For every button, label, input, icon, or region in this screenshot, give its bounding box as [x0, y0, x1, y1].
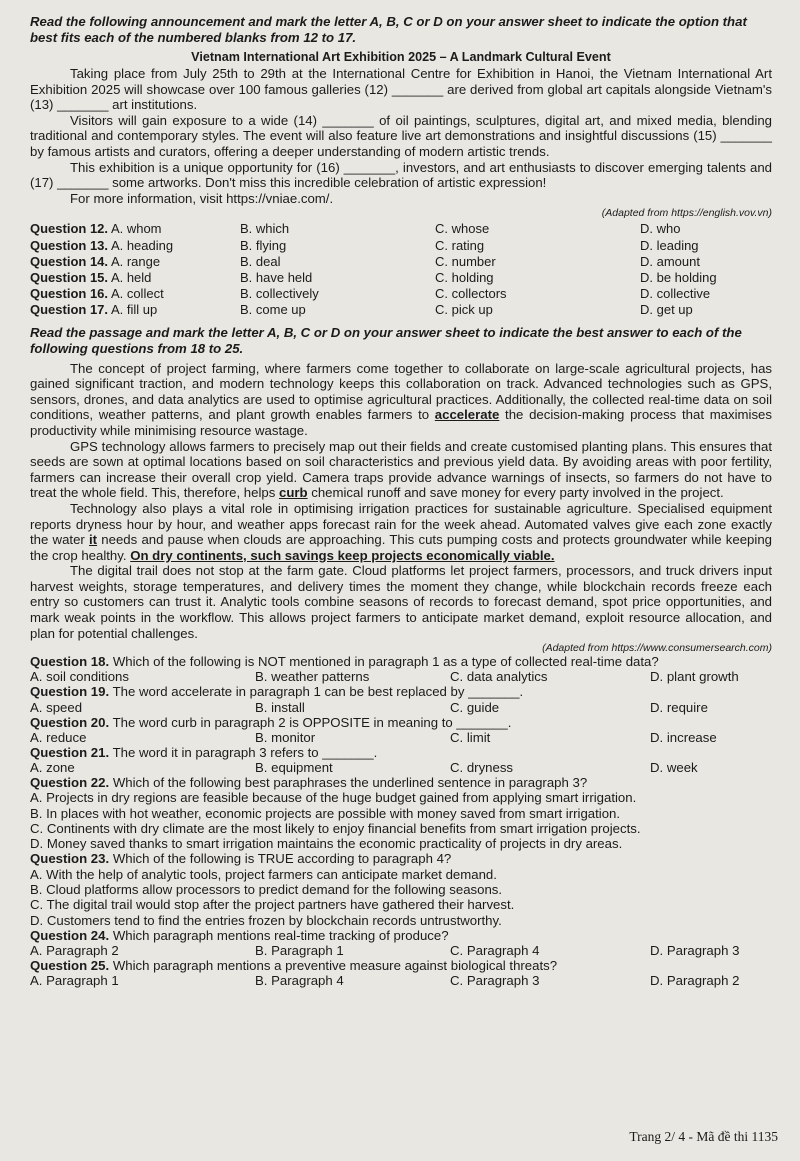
- q13-option-d[interactable]: D. leading: [640, 237, 699, 253]
- page-footer: Trang 2/ 4 - Mã đề thi 1135: [629, 1129, 778, 1144]
- q22-stem: Question 22. Which of the following best paraphrases the underlined sentence in paragraph 3?: [30, 775, 588, 791]
- q22-option-c[interactable]: C. Continents with dry climate are the most likely to enjoy financial benefits from smart irrigation projects.: [30, 820, 641, 836]
- q13-label-a: Question 13. A. heading: [30, 237, 174, 253]
- word-accelerate: accelerate: [434, 407, 500, 423]
- q19-stem: Question 19. The word accelerate in paragraph 1 can be best replaced by _______.: [30, 684, 524, 700]
- q19-option-c[interactable]: C. guide: [450, 699, 500, 715]
- word-it: it: [89, 532, 98, 548]
- q16-option-c[interactable]: C. collectors: [435, 286, 507, 302]
- word-curb: curb: [279, 485, 308, 501]
- q24-stem: Question 24. Which paragraph mentions real-time tracking of produce?: [30, 927, 449, 943]
- q23-option-c[interactable]: C. The digital trail would stop after the project partners have gathered their harvest.: [30, 897, 515, 913]
- q18-option-c[interactable]: C. data analytics: [450, 669, 548, 685]
- q21-options: [30, 760, 772, 775]
- questions-12-17: [30, 221, 772, 318]
- announcement-title: Vietnam International Art Exhibition 2025 – A Landmark Cultural Event: [191, 50, 611, 64]
- q14-option-b[interactable]: B. deal: [240, 253, 281, 269]
- q17-option-a[interactable]: A. fill up: [110, 302, 158, 318]
- q17-option-c[interactable]: C. pick up: [435, 302, 493, 318]
- q15-option-c[interactable]: C. holding: [435, 269, 494, 285]
- q19-options: [30, 700, 772, 715]
- q23-option-a[interactable]: A. With the help of analytic tools, project farmers can anticipate market demand.: [30, 866, 497, 882]
- q24-options: [30, 943, 772, 958]
- q14-option-d[interactable]: D. amount: [640, 253, 700, 269]
- q25-option-d[interactable]: D. Paragraph 2: [650, 973, 740, 989]
- q18-option-d[interactable]: D. plant growth: [650, 669, 739, 685]
- q13-option-a[interactable]: A. heading: [110, 237, 174, 253]
- q23-option-b[interactable]: B. Cloud platforms allow processors to predict demand for the following seasons.: [30, 881, 503, 897]
- q14-label-a: Question 14. A. range: [30, 253, 161, 269]
- q12-option-d[interactable]: D. who: [640, 221, 681, 237]
- q25-option-c[interactable]: C. Paragraph 3: [450, 973, 540, 989]
- q21-option-d[interactable]: D. week: [650, 760, 698, 776]
- announcement-paragraph-1: Taking place from July 25th to 29th at the International Centre for Exhibition in Hanoi, the Vietnam International Art Exhibition 2025 will showcase over 100 famous galleries (12) _______ are derived from global art capitals alongside Vietnam's (13) _______ art institutions.: [30, 66, 772, 113]
- q14-option-a[interactable]: A. range: [110, 253, 161, 269]
- q12-option-a[interactable]: A. whom: [110, 221, 162, 237]
- announcement-paragraph-3: This exhibition is a unique opportunity for (16) _______, investors, and art enthusiasts to discover emerging talents and (17) _______ some artworks. Don't miss this incredible celebration of artistic expression!: [30, 159, 772, 191]
- q17-label-a: Question 17. A. fill up: [30, 302, 158, 318]
- q21-stem: Question 21. The word it in paragraph 3 refers to _______.: [30, 744, 378, 760]
- q24-option-a[interactable]: A. Paragraph 2: [30, 943, 119, 959]
- q12-option-b[interactable]: B. which: [240, 221, 290, 237]
- q16-option-d[interactable]: D. collective: [640, 286, 711, 302]
- passage-paragraph-3: Technology also plays a vital role in optimising irrigation practices for sustainable agriculture. Specialised equipment reports dryness hour by hour, and weather apps forecast rain for the week ahead. Automated valves give each zone exactly the water it needs and pause when clouds are approaching. This cuts pumping costs and protects groundwater while keeping the crop healthy. On dry continents, such savings keep projects economically viable.: [30, 500, 772, 563]
- passage-paragraph-4: The digital trail does not stop at the farm gate. Cloud platforms let project farmers, processors, and truck drivers input harvest weights, storage temperatures, and delivery times the moment they change, while blockchain records freeze each entry so customers can trust it. Analytic tools combine seasons of records to forecast demand, spot price opportunities, and mark weak points in the workflow. This allows project farmers to anticipate market demand, exploit resource allocation, and plan for potential challenges.: [30, 563, 772, 641]
- q18-stem: Question 18. Which of the following is NOT mentioned in paragraph 1 as a type of collected real-time data?: [30, 654, 659, 670]
- passage-paragraph-1: The concept of project farming, where farmers come together to collaborate on large-scale agricultural projects, has gained significant traction, and modern technology keeps this collaboration on track. Advanced technologies such as GPS, sensors, drones, and data analytics are used to optimise agricultural practices. Additionally, the collected real-time data on soil conditions, weather patterns, and plant growth enables farmers to accelerate the decision-making process that maximises productivity while minimising resource wastage.: [30, 360, 772, 438]
- q18-options: [30, 669, 772, 684]
- section2-source: (Adapted from https://www.consumersearch.com): [542, 642, 772, 655]
- q25-option-a[interactable]: A. Paragraph 1: [30, 973, 119, 989]
- q12-option-c[interactable]: C. whose: [435, 221, 490, 237]
- q13-option-b[interactable]: B. flying: [240, 237, 287, 253]
- announcement-paragraph-2: Visitors will gain exposure to a wide (14) _______ of oil paintings, sculptures, digital art, and mixed media, blending traditional and contemporary styles. The event will also feature live art demonstrations and insightful discussions (15) _______ by famous artists and curators, offering a deeper understanding of modern artistic trends.: [30, 112, 772, 159]
- q25-option-b[interactable]: B. Paragraph 4: [255, 973, 344, 989]
- q20-stem: Question 20. The word curb in paragraph 2 is OPPOSITE in meaning to _______.: [30, 714, 512, 730]
- q14-option-c[interactable]: C. number: [435, 253, 496, 269]
- q20-option-c[interactable]: C. limit: [450, 729, 491, 745]
- q16-label-a: Question 16. A. collect: [30, 286, 164, 302]
- q17-option-d[interactable]: D. get up: [640, 302, 693, 318]
- q21-option-b[interactable]: B. equipment: [255, 760, 333, 776]
- q18-option-a[interactable]: A. soil conditions: [30, 669, 129, 685]
- q19-option-a[interactable]: A. speed: [30, 699, 83, 715]
- q20-option-b[interactable]: B. monitor: [255, 729, 316, 745]
- q20-option-d[interactable]: D. increase: [650, 729, 717, 745]
- q22-option-b[interactable]: B. In places with hot weather, economic projects are possible with money saved from smart irrigation.: [30, 805, 621, 821]
- q25-options: [30, 973, 772, 988]
- q15-option-d[interactable]: D. be holding: [640, 269, 717, 285]
- q23-stem: Question 23. Which of the following is TRUE according to paragraph 4?: [30, 851, 452, 867]
- underlined-sentence: On dry continents, such savings keep projects economically viable.: [130, 547, 555, 563]
- q13-option-c[interactable]: C. rating: [435, 237, 485, 253]
- q20-option-a[interactable]: A. reduce: [30, 729, 87, 745]
- section1-source: (Adapted from https://english.vov.vn): [601, 207, 772, 220]
- q15-option-b[interactable]: B. have held: [240, 269, 313, 285]
- q17-option-b[interactable]: B. come up: [240, 302, 306, 318]
- q24-option-d[interactable]: D. Paragraph 3: [650, 943, 740, 959]
- q19-option-b[interactable]: B. install: [255, 699, 305, 715]
- q15-label-a: Question 15. A. held: [30, 269, 152, 285]
- q21-option-a[interactable]: A. zone: [30, 760, 75, 776]
- q25-stem: Question 25. Which paragraph mentions a preventive measure against biological threats?: [30, 958, 558, 974]
- announcement-paragraph-4: For more information, visit https://vniae.com/.: [70, 190, 334, 206]
- q20-options: [30, 730, 772, 745]
- q24-option-b[interactable]: B. Paragraph 1: [255, 943, 344, 959]
- q22-option-d[interactable]: D. Money saved thanks to smart irrigation maintains the economic practicality of projects in dry areas.: [30, 836, 623, 852]
- section1-instruction: Read the following announcement and mark the letter A, B, C or D on your answer sheet to indicate the option that best fits each of the numbered blanks from 12 to 17.: [30, 14, 747, 45]
- q12-label-a: Question 12. A. whom: [30, 221, 162, 237]
- q15-option-a[interactable]: A. held: [110, 269, 152, 285]
- q16-option-a[interactable]: A. collect: [110, 286, 164, 302]
- q21-option-c[interactable]: C. dryness: [450, 760, 514, 776]
- section2-instruction: Read the passage and mark the letter A, B, C or D on your answer sheet to indicate the best answer to each of the following questions from 18 to 25.: [30, 324, 742, 356]
- q24-option-c[interactable]: C. Paragraph 4: [450, 943, 540, 959]
- passage-paragraph-2: GPS technology allows farmers to precisely map out their fields and create customised planting plans. This ensures that seeds are sown at optimal locations based on soil characteristics and previous yield data. By avoiding areas with poor fertility, farmers can increase their overall crop yield. Camera traps provide advance warnings of insects, so farmers do not have to treat the whole field. This, therefore, helps curb chemical runoff and save money for every party involved in the project.: [30, 438, 772, 501]
- q23-option-d[interactable]: D. Customers tend to find the entries frozen by blockchain records untrustworthy.: [30, 912, 502, 928]
- q22-option-a[interactable]: A. Projects in dry regions are feasible because of the huge budget gained from applying smart irrigation.: [30, 790, 637, 806]
- q18-option-b[interactable]: B. weather patterns: [255, 669, 370, 685]
- q19-option-d[interactable]: D. require: [650, 699, 708, 715]
- q16-option-b[interactable]: B. collectively: [240, 286, 319, 302]
